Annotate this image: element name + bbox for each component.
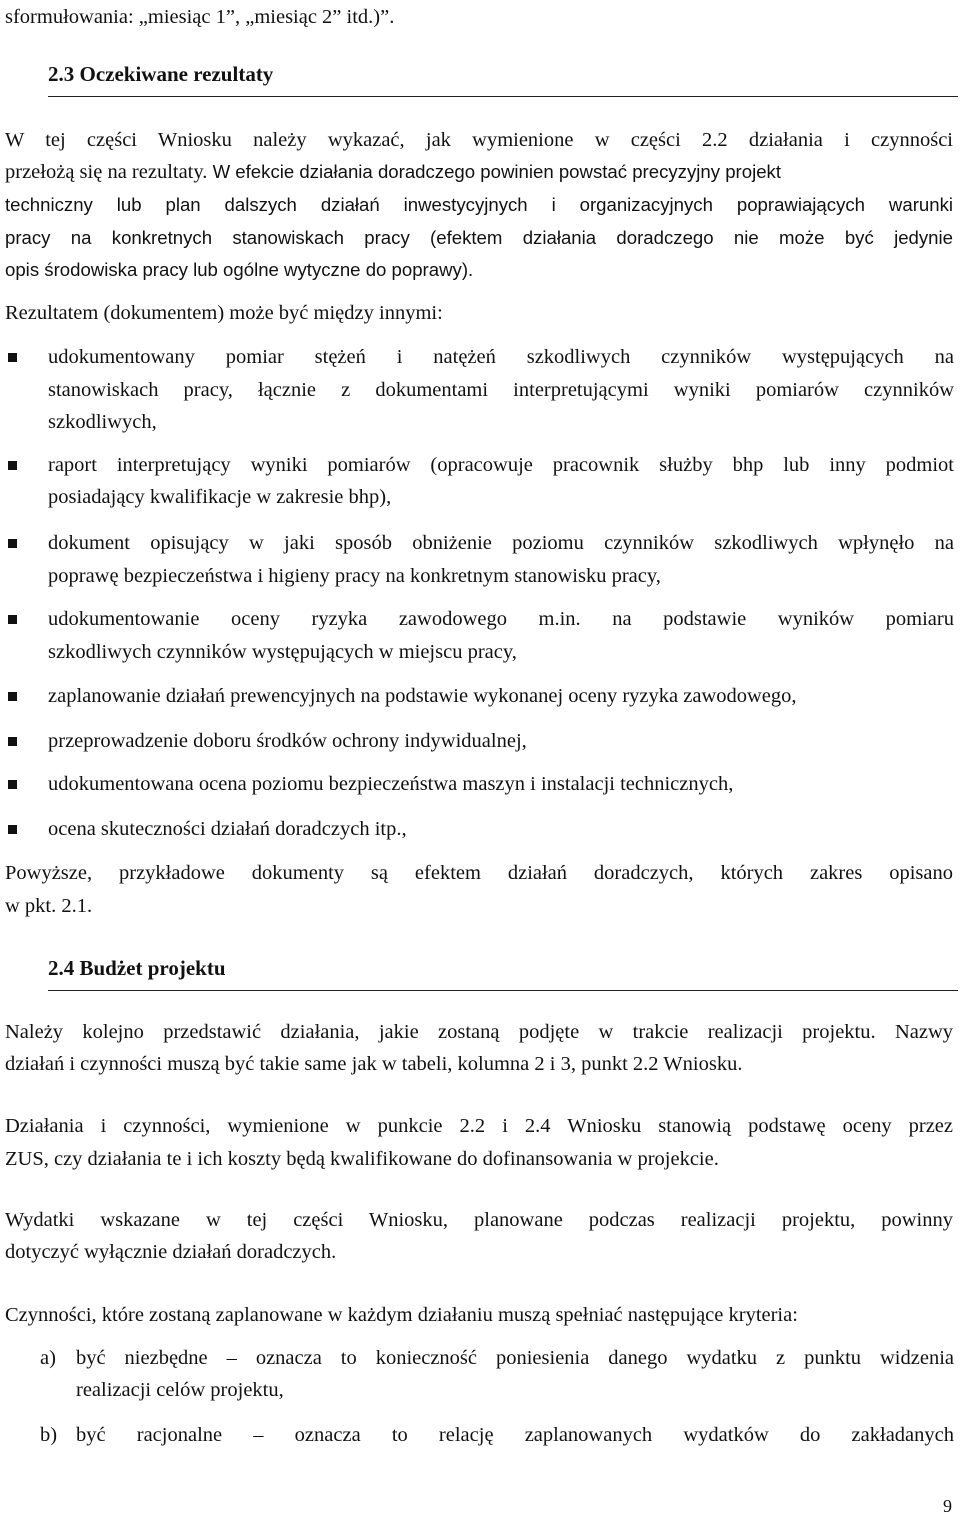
list-item-line: stanowiskach pracy, łącznie z dokumentami interpretującymi wyniki pomiarów czynników	[48, 379, 954, 401]
bullet-icon	[8, 692, 17, 701]
bullet-icon	[8, 737, 17, 746]
bullet-icon	[8, 539, 17, 548]
criteria-intro: Czynności, które zostaną zaplanowane w każdym działaniu muszą spełniać następujące kryteria:	[5, 1304, 798, 1326]
section-2-4-heading: 2.4 Budżet projektu	[48, 956, 958, 991]
paragraph-line: Działania i czynności, wymienione w punkcie 2.2 i 2.4 Wniosku stanowią podstawę oceny przez	[5, 1115, 953, 1137]
paragraph-fragment: W efekcie działania doradczego powinien powstać precyzyjny projekt	[207, 161, 782, 182]
paragraph-line: Należy kolejno przedstawić działania, jakie zostaną podjęte w trakcie realizacji projektu. Nazwy	[5, 1021, 953, 1043]
list-item-line: być racjonalne – oznacza to relację zaplanowanych wydatków do zakładanych	[76, 1424, 954, 1446]
list-item-line: realizacji celów projektu,	[76, 1379, 284, 1401]
paragraph-line: pracy na konkretnych stanowiskach pracy (efektem działania doradczego nie może być jedynie	[5, 227, 953, 248]
list-marker: b)	[40, 1424, 58, 1446]
paragraph-line: Wydatki wskazane w tej części Wniosku, planowane podczas realizacji projektu, powinny	[5, 1209, 953, 1231]
list-item-line: ocena skuteczności działań doradczych itp.,	[48, 818, 407, 840]
paragraph-line: opis środowiska pracy lub ogólne wytyczne do poprawy).	[5, 259, 474, 280]
list-item-line: szkodliwych,	[48, 411, 157, 433]
bullet-icon	[8, 461, 17, 470]
list-item-line: być niezbędne – oznacza to konieczność poniesienia danego wydatku z punktu widzenia	[76, 1347, 954, 1369]
results-intro: Rezultatem (dokumentem) może być między innymi:	[5, 302, 443, 324]
section-2-3-heading: 2.3 Oczekiwane rezultaty	[48, 62, 958, 97]
paragraph-line: ZUS, czy działania te i ich koszty będą kwalifikowane do dofinansowania w projekcie.	[5, 1148, 719, 1170]
paragraph-line	[5, 160, 781, 186]
bullet-icon	[8, 353, 17, 362]
paragraph-line: dotyczyć wyłącznie działań doradczych.	[5, 1241, 337, 1263]
list-item-line: udokumentowana ocena poziomu bezpieczeństwa maszyn i instalacji technicznych,	[48, 773, 734, 795]
list-item-line: szkodliwych czynników występujących w miejscu pracy,	[48, 641, 517, 663]
top-fragment-line: sformułowania: „miesiąc 1”, „miesiąc 2” itd.)”.	[5, 6, 395, 28]
paragraph-fragment: przełożą się na rezultaty.	[5, 161, 208, 183]
list-item-line: posiadający kwalifikacje w zakresie bhp),	[48, 486, 392, 508]
list-item-line: zaplanowanie działań prewencyjnych na podstawie wykonanej oceny ryzyka zawodowego,	[48, 685, 797, 707]
paragraph-line: techniczny lub plan dalszych działań inwestycyjnych i organizacyjnych poprawiających warunki	[5, 194, 953, 215]
list-item-line: udokumentowanie oceny ryzyka zawodowego m.in. na podstawie wyników pomiaru	[48, 608, 954, 630]
list-marker: a)	[40, 1347, 56, 1369]
page-number: 9	[943, 1496, 952, 1516]
list-item-line: raport interpretujący wyniki pomiarów (opracowuje pracownik służby bhp lub inny podmiot	[48, 454, 954, 476]
list-item-line: przeprowadzenie doboru środków ochrony indywidualnej,	[48, 730, 527, 752]
paragraph-line: w pkt. 2.1.	[5, 895, 93, 917]
paragraph-line: działań i czynności muszą być takie same jak w tabeli, kolumna 2 i 3, punkt 2.2 Wniosku.	[5, 1053, 743, 1075]
paragraph-line: Powyższe, przykładowe dokumenty są efektem działań doradczych, których zakres opisano	[5, 862, 953, 884]
paragraph-line: W tej części Wniosku należy wykazać, jak wymienione w części 2.2 działania i czynności	[5, 129, 953, 151]
list-item-line: poprawę bezpieczeństwa i higieny pracy na konkretnym stanowisku pracy,	[48, 565, 661, 587]
bullet-icon	[8, 780, 17, 789]
bullet-icon	[8, 825, 17, 834]
list-item-line: dokument opisujący w jaki sposób obniżenie poziomu czynników szkodliwych wpłynęło na	[48, 532, 954, 554]
bullet-icon	[8, 615, 17, 624]
list-item-line: udokumentowany pomiar stężeń i natężeń szkodliwych czynników występujących na	[48, 346, 954, 368]
